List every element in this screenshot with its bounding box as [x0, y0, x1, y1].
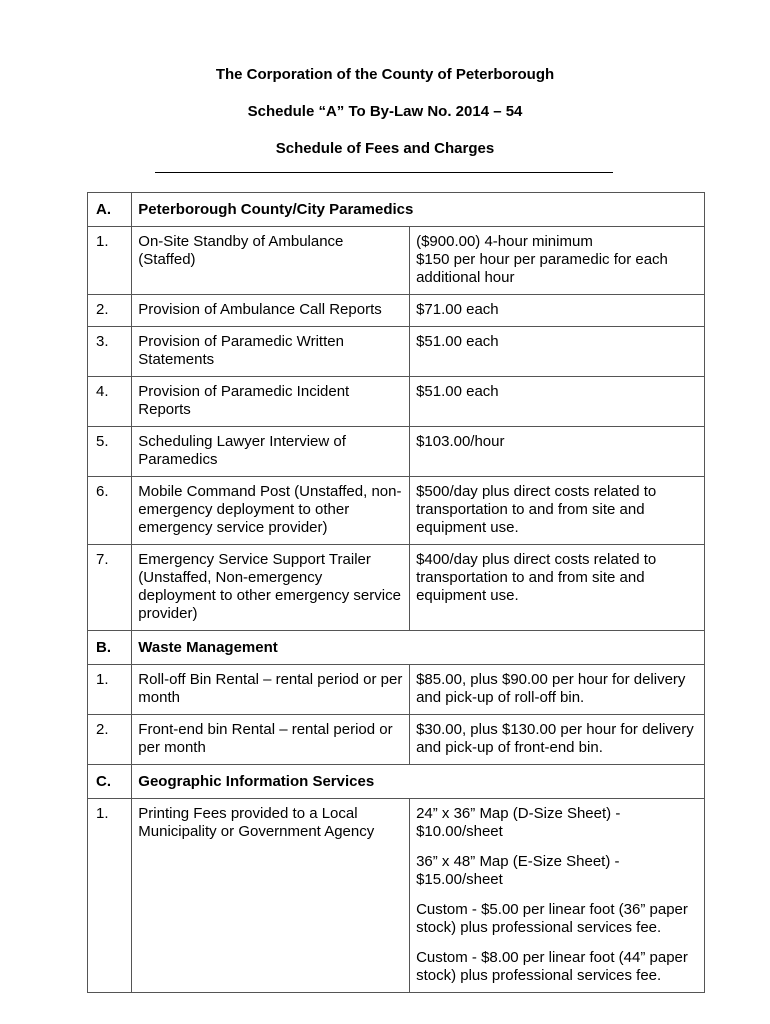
- table-row: [88, 545, 705, 631]
- fee-text: $103.00/hour: [416, 433, 505, 450]
- fee-text: $400/day plus direct costs related to transportation to and from site and equipment use.: [416, 551, 657, 604]
- table-row: [88, 799, 705, 993]
- item-fee: [410, 377, 705, 427]
- item-fee: [410, 227, 705, 295]
- section-letter: B.: [88, 631, 132, 665]
- item-number: 6.: [88, 477, 132, 545]
- fee-text: ($900.00) 4-hour minimum $150 per hour per paramedic for each additional hour: [416, 233, 668, 286]
- item-number: 2.: [88, 295, 132, 327]
- table-row: [88, 377, 705, 427]
- item-description: Scheduling Lawyer Interview of Paramedics: [132, 427, 410, 477]
- table-row: [88, 327, 705, 377]
- item-description: Emergency Service Support Trailer (Unstaffed, Non-emergency deployment to other emergency service provider): [132, 545, 410, 631]
- item-description: Front-end bin Rental – rental period or per month: [132, 715, 410, 765]
- table-row: [88, 427, 705, 477]
- item-number: 3.: [88, 327, 132, 377]
- schedule-heading: Schedule “A” To By-Law No. 2014 – 54: [247, 103, 523, 120]
- item-fee: [410, 799, 705, 993]
- item-description: Provision of Paramedic Written Statements: [132, 327, 410, 377]
- fee-text: $71.00 each: [416, 301, 499, 318]
- item-number: 1.: [88, 227, 132, 295]
- section-letter: A.: [88, 193, 132, 227]
- item-number: 1.: [88, 799, 132, 993]
- table-row: [88, 477, 705, 545]
- document-subtitle: Schedule of Fees and Charges: [275, 140, 495, 157]
- fee-text: $85.00, plus $90.00 per hour for delivery and pick-up of roll-off bin.: [416, 671, 686, 706]
- fee-text: $30.00, plus $130.00 per hour for delivery and pick-up of front-end bin.: [416, 721, 694, 756]
- item-fee: [410, 295, 705, 327]
- section-header-row: [88, 765, 705, 799]
- section-header-row: [88, 631, 705, 665]
- section-header-row: [88, 193, 705, 227]
- item-description: Mobile Command Post (Unstaffed, non-emergency deployment to other emergency service provider): [132, 477, 410, 545]
- item-description: Provision of Paramedic Incident Reports: [132, 377, 410, 427]
- table-row: [88, 715, 705, 765]
- item-description: Roll-off Bin Rental – rental period or per month: [132, 665, 410, 715]
- item-number: 4.: [88, 377, 132, 427]
- item-description: On-Site Standby of Ambulance (Staffed): [132, 227, 410, 295]
- fees-table: [87, 192, 705, 993]
- table-row: [88, 665, 705, 715]
- item-number: 7.: [88, 545, 132, 631]
- item-fee: [410, 477, 705, 545]
- fee-text: $500/day plus direct costs related to transportation to and from site and equipment use.: [416, 483, 657, 536]
- fee-text: $51.00 each: [416, 333, 499, 350]
- fee-text: Custom - $8.00 per linear foot (44” paper stock) plus professional services fee.: [416, 949, 688, 984]
- title-underline: [155, 172, 613, 173]
- section-title: Peterborough County/City Paramedics: [132, 193, 705, 227]
- item-fee: [410, 327, 705, 377]
- table-row: [88, 295, 705, 327]
- table-row: [88, 227, 705, 295]
- fee-text: $51.00 each: [416, 383, 499, 400]
- item-fee: [410, 427, 705, 477]
- item-description: Provision of Ambulance Call Reports: [132, 295, 410, 327]
- fee-text: Custom - $5.00 per linear foot (36” paper stock) plus professional services fee.: [416, 901, 688, 936]
- item-description: Printing Fees provided to a Local Municipality or Government Agency: [132, 799, 410, 993]
- section-title: Geographic Information Services: [132, 765, 705, 799]
- section-letter: C.: [88, 765, 132, 799]
- fee-text: 36” x 48” Map (E-Size Sheet) - $15.00/sheet: [416, 853, 620, 888]
- item-number: 5.: [88, 427, 132, 477]
- fee-text: 24” x 36” Map (D-Size Sheet) - $10.00/sheet: [416, 805, 621, 840]
- section-title: Waste Management: [132, 631, 705, 665]
- item-number: 2.: [88, 715, 132, 765]
- document-title: The Corporation of the County of Peterborough: [215, 66, 555, 83]
- item-number: 1.: [88, 665, 132, 715]
- item-fee: [410, 665, 705, 715]
- item-fee: [410, 715, 705, 765]
- item-fee: [410, 545, 705, 631]
